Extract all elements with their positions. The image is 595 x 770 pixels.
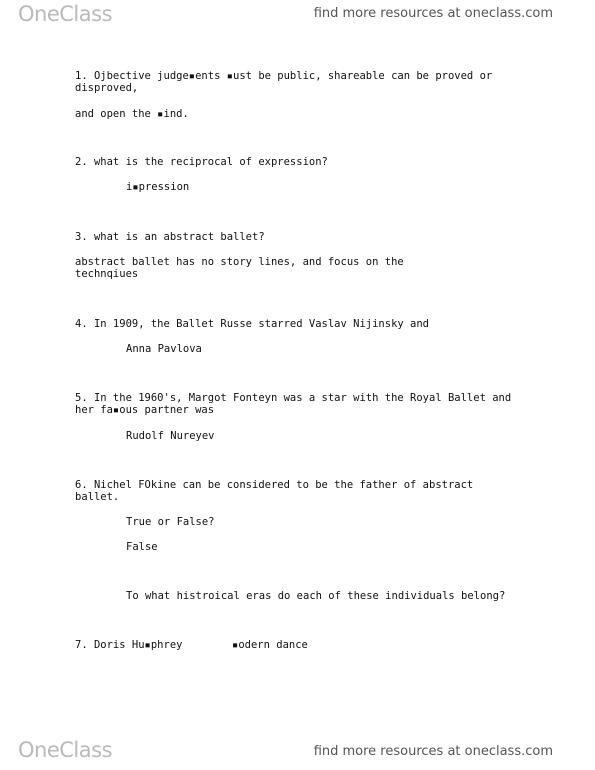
q6-prompt: True or False?	[126, 516, 215, 528]
q4-question: 4. In 1909, the Ballet Russe starred Vaslav Nijinsky and	[75, 318, 430, 330]
q5-question-line-2: her fa▪ous partner was	[75, 404, 215, 416]
q5-answer: Rudolf Nureyev	[126, 430, 215, 442]
q1-line-2: disproved,	[75, 82, 139, 94]
footer-resources-link[interactable]: find more resources at oneclass.com	[313, 744, 553, 759]
q1-answer: and open the ▪ind.	[75, 108, 189, 120]
q5-question-line-1: 5. In the 1960's, Margot Fonteyn was a star with the Royal Ballet and	[75, 392, 512, 404]
q2-answer: i▪pression	[126, 181, 190, 193]
header-logo[interactable]: OneClass	[18, 2, 113, 26]
q6-question-line-1: 6. Nichel FOkine can be considered to be the father of abstract	[75, 479, 474, 491]
header-resources-link[interactable]: find more resources at oneclass.com	[313, 6, 553, 21]
q3-answer-line-2: technqiues	[75, 268, 139, 280]
q7-era: ▪odern dance	[232, 639, 308, 651]
q6-answer: False	[126, 541, 158, 553]
q3-answer-line-1: abstract ballet has no story lines, and focus on the	[75, 256, 404, 268]
q2-question: 2. what is the reciprocal of expression?	[75, 156, 328, 168]
q7-name: 7. Doris Hu▪phrey	[75, 639, 183, 651]
footer-logo[interactable]: OneClass	[18, 738, 113, 762]
q1-line-1: 1. Ojbective judge▪ents ▪ust be public, shareable can be proved or	[75, 70, 493, 82]
q6-question-line-2: ballet.	[75, 491, 120, 503]
q4-answer: Anna Pavlova	[126, 343, 202, 355]
section-instruction: To what histroical eras do each of these individuals belong?	[126, 590, 506, 602]
q3-question: 3. what is an abstract ballet?	[75, 231, 265, 243]
